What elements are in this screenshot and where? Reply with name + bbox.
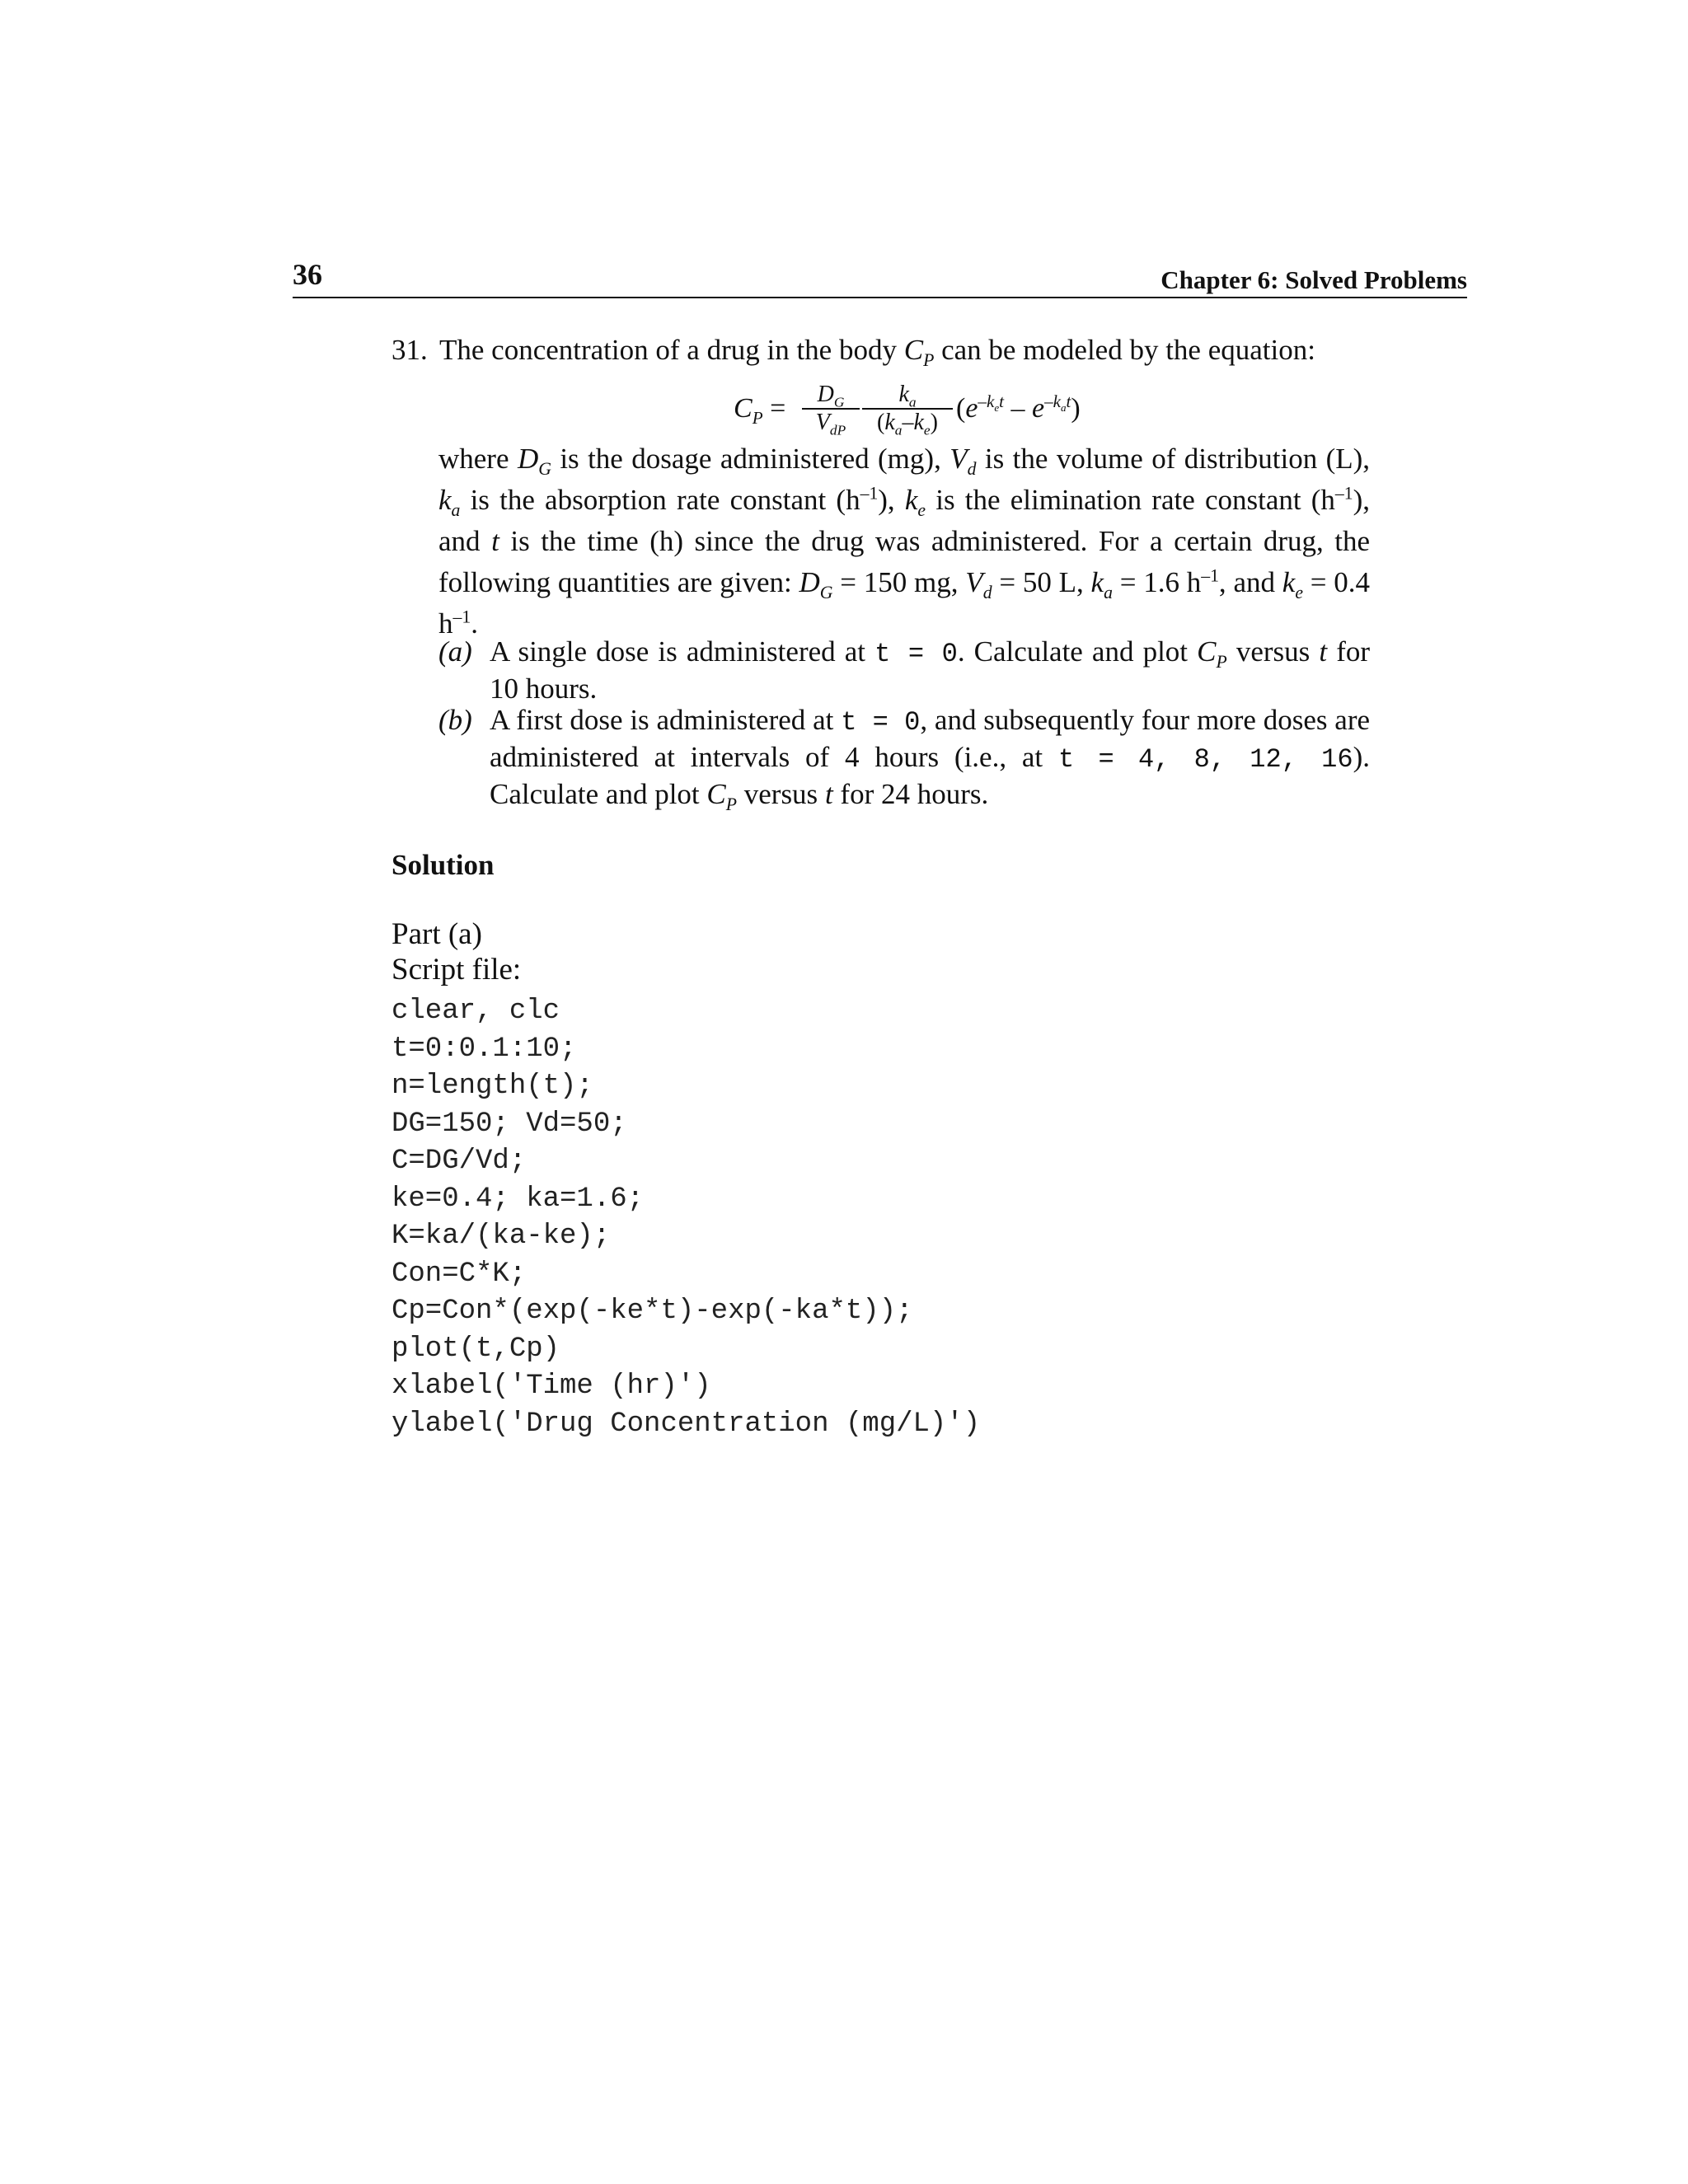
- code-line: ylabel('Drug Concentration (mg/L)'): [392, 1408, 981, 1440]
- code-line: xlabel('Time (hr)'): [392, 1371, 711, 1402]
- equation-exponentials: $(e^{-k_et} - e^{-k_at})$: [956, 391, 1081, 424]
- equation-fraction-dose: $D_G$ $V_{dP}$: [802, 382, 860, 436]
- code-line: plot(t,Cp): [392, 1333, 560, 1365]
- problem-part-b: (b) A first dose is administered at t = 0, and subsequently four more doses are administered at intervals of 4 hours (i.e., at t = 4, 8, 12, 16). Calculate and plot $C_P$ versus t for 24 hours.: [438, 704, 1371, 814]
- chapter-title: Chapter 6: Solved Problems: [1160, 265, 1467, 294]
- code-line: Cp=Con*(exp(-ke*t)-exp(-ka*t));: [392, 1296, 913, 1327]
- equation-fraction-rate: $\frac{k_a}{(k_a-k_e)}$: [862, 382, 953, 436]
- code-line: t=0:0.1:10;: [392, 1033, 577, 1065]
- code-line: ke=0.4; ka=1.6;: [392, 1183, 645, 1215]
- part-a-heading: Part (a): [392, 917, 482, 951]
- part-a-label: (a): [438, 635, 472, 668]
- problem-intro: The concentration of a drug in the body $C_P$ can be modeled by the equation:: [439, 334, 1315, 370]
- page-number: 36: [293, 258, 322, 291]
- matlab-script: [392, 993, 980, 1443]
- code-line: DG=150; Vd=50;: [392, 1108, 627, 1140]
- code-line: C=DG/Vd;: [392, 1146, 527, 1177]
- part-b-label: (b): [438, 704, 472, 736]
- problem-part-a: (a) A single dose is administered at t = 0. Calculate and plot $C_P$ versus t for 10 hours.: [438, 635, 1371, 705]
- problem-number: 31.: [392, 334, 428, 366]
- equation-lhs: $C_P$ =: [734, 393, 786, 428]
- code-line: Con=C*K;: [392, 1258, 527, 1290]
- code-line: n=length(t);: [392, 1071, 593, 1102]
- script-file-label: Script file:: [392, 953, 522, 987]
- code-line: K=ka/(ka-ke);: [392, 1221, 611, 1252]
- problem-definitions: where $D_G$ is the dosage administered (mg), $V_d$ is the volume of distribution (L), $k_a$ is the absorption rate constant $(h^{-1})$, $k_e$ is the elimination rate constant $(h^{-1})$, and t is the time (h) since the drug was administered. For a certain drug, the following quantities are given: $D_G = 150$ mg, $V_d = 50$ L, $k_a = 1.6$ $h^{-1}$, and $k_e = 0.4$ $h^{-1}$.: [438, 443, 1371, 640]
- code-line: clear, clc: [392, 996, 560, 1027]
- running-head: [293, 258, 1467, 298]
- solution-heading: Solution: [392, 849, 495, 881]
